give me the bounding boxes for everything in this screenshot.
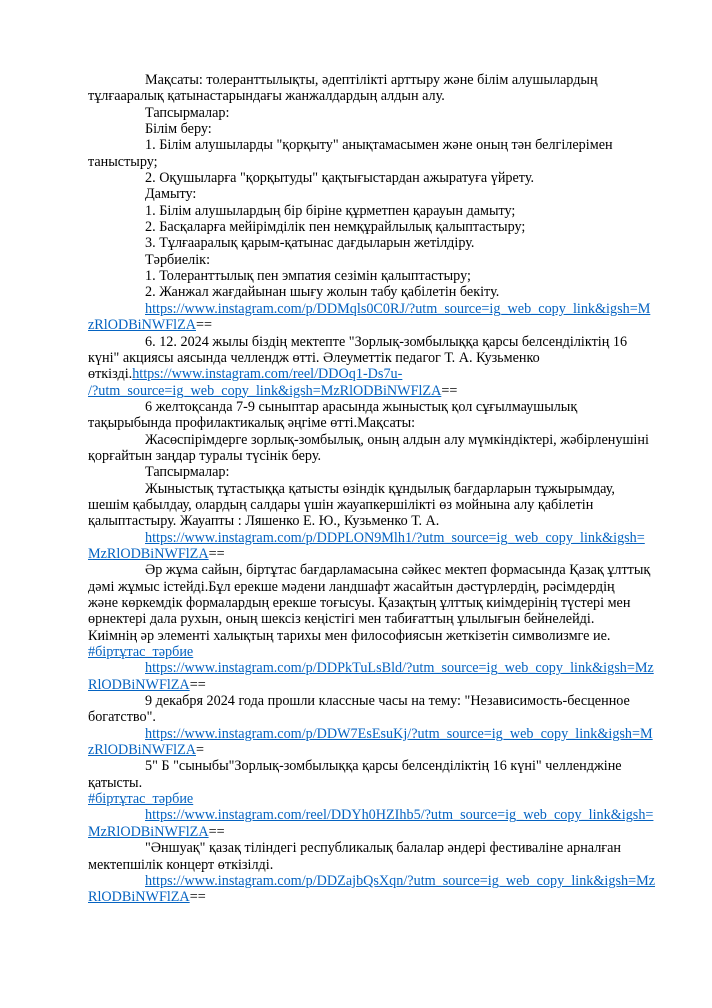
instagram-link[interactable]: RlODBiNWFlZA [88, 676, 190, 693]
text-fragment: == [195, 317, 212, 334]
text-fragment: == [441, 382, 458, 399]
text-line: 2. Оқушыларға "қорқытуды" қақтығыстардан ажыратуға үйрету. [145, 170, 535, 187]
instagram-link[interactable]: https://www.instagram.com/p/DDW7EsEsuKj/?utm_source=ig_web_copy_link&igsh=M [145, 725, 653, 742]
instagram-link[interactable]: MzRlODBiNWFlZA [88, 823, 209, 840]
text-line: шешім қабылдау, олардың салдары үшін жауапкершілікті өз мойнына алу қабілетін [88, 496, 594, 513]
text-line [88, 366, 678, 382]
text-line [88, 317, 678, 333]
text-line: Жыныстық тұтастыққа қатысты өзіндік құндылық бағдарларын тұжырымдау, [145, 480, 615, 497]
text-line: дәмі жұмыс істейді.Бұл ерекше мәдени ландшафт жасайтын дәстүрлердің, рәсімдердің [88, 578, 615, 595]
text-line: және көркемдік формалардың ерекше тоғысуы. Қазақтың ұлттық киімдерінің түстері мен [88, 595, 631, 611]
hashtag-link[interactable]: #біртұтас_тәрбие [88, 644, 194, 661]
instagram-link[interactable]: /?utm_source=ig_web_copy_link&igsh=MzRlODBiNWFlZA [88, 382, 442, 399]
text-line: 1. Білім алушыларды "қорқыту" анықтамасымен және оның тән белгілерімен [145, 137, 613, 154]
text-line: мектепшілік концерт өткізілді. [88, 856, 274, 873]
text-fragment: өткізді. [88, 366, 133, 383]
instagram-link[interactable]: https://www.instagram.com/reel/DDOq1-Ds7u- [132, 366, 403, 383]
instagram-link[interactable]: https://www.instagram.com/p/DDPkTuLsBld/?utm_source=ig_web_copy_link&igsh=Mz [145, 660, 654, 677]
text-line: таныстыру; [88, 153, 158, 170]
text-line: 6 желтоқсанда 7-9 сыныптар арасында жыныстық қол сұғылмаушылық [145, 398, 578, 415]
text-line: 5" Б "сыныбы"Зорлық-зомбылыққа қарсы белсенділіктің 16 күні" челленджіне [145, 758, 622, 775]
instagram-link[interactable]: MzRlODBiNWFlZA [88, 545, 209, 562]
text-line: Тапсырмалар: [145, 464, 230, 481]
text-line [88, 644, 678, 660]
text-line [88, 677, 678, 693]
text-line [88, 726, 678, 742]
text-line: 3. Тұлғааралық қарым-қатынас дағдыларын жетілдіру. [145, 235, 475, 252]
text-line: Киімнің әр элементі халықтың тарихы мен философиясын жеткізетін символизмге ие. [88, 627, 611, 644]
text-line: 6. 12. 2024 жылы біздің мектепте "Зорлық-зомбылыққа қарсы белсенділіктің 16 [145, 333, 628, 350]
text-line [88, 383, 678, 399]
text-line [88, 807, 678, 823]
text-line: күні" акциясы аясында челлендж өтті. Әлеуметтік педагог Т. А. Кузьменко [88, 349, 540, 366]
text-line: 2. Басқаларға мейірімділік пен немқұрайлылық қалыптастыру; [145, 219, 526, 236]
text-line: тұлғааралық қатынастарындағы жанжалдардың алдын алу. [88, 88, 445, 105]
instagram-link[interactable]: zRlODBiNWFlZA [88, 317, 196, 334]
text-line [88, 546, 678, 562]
text-line: 9 декабря 2024 года прошли классные часы на тему: "Независимость-бесценное [145, 693, 630, 710]
text-line: қорғайтын заңдар туралы түсінік беру. [88, 447, 322, 464]
text-line: Білім беру: [145, 121, 212, 138]
text-line: 1. Білім алушылардың бір біріне құрметпен қарауын дамыту; [145, 202, 516, 219]
instagram-link[interactable]: https://www.instagram.com/p/DDZajbQsXqn/?utm_source=ig_web_copy_link&igsh=Mz [145, 872, 656, 889]
text-line [88, 660, 678, 676]
instagram-link[interactable]: zRlODBiNWFlZA [88, 742, 196, 759]
text-fragment: == [189, 889, 206, 906]
instagram-link[interactable]: https://www.instagram.com/p/DDPLON9Mlh1/?utm_source=ig_web_copy_link&igsh= [145, 529, 645, 546]
instagram-link[interactable]: https://www.instagram.com/p/DDMqls0C0RJ/?utm_source=ig_web_copy_link&igsh=M [145, 300, 651, 317]
text-fragment: == [189, 676, 206, 693]
text-fragment: == [208, 545, 225, 562]
text-line [88, 889, 678, 905]
text-line: "Әншуақ" қазақ тіліндегі республикалық балалар әндері фестиваліне арналған [145, 840, 621, 857]
text-line: 1. Толеранттылық пен эмпатия сезімін қалыптастыру; [145, 268, 471, 285]
text-line [88, 742, 678, 758]
text-line [88, 873, 678, 889]
text-fragment: = [195, 742, 204, 759]
text-line: Мақсаты: толеранттылықты, әдептілікті арттыру және білім алушылардың [145, 72, 598, 88]
text-line: қалыптастыру. Жауапты : Ляшенко Е. Ю., Кузьменко Т. А. [88, 513, 440, 530]
text-line: өрнектері дала рухын, оның шексіз кеңістігі мен табиғаттың ұлылығын бейнелейді. [88, 611, 595, 628]
text-line [88, 824, 678, 840]
instagram-link[interactable]: https://www.instagram.com/reel/DDYh0HZIhb5/?utm_source=ig_web_copy_link&igsh= [145, 807, 654, 824]
text-line: Жасөспірімдерге зорлық-зомбылық, оның алдын алу мүмкіндіктері, жәбірленушіні [145, 431, 649, 448]
text-line: Әр жұма сайын, біртұтас бағдарламасына сәйкес мектеп формасында Қазақ ұлттық [145, 562, 651, 579]
text-line: Дамыту: [145, 186, 197, 203]
text-line: 2. Жанжал жағдайынан шығу жолын табу қабілетін бекіту. [145, 284, 500, 301]
text-line [88, 530, 678, 546]
instagram-link[interactable]: RlODBiNWFlZA [88, 889, 190, 906]
text-line: Тәрбиелік: [145, 251, 211, 268]
text-line [88, 301, 678, 317]
text-line: Тапсырмалар: [145, 104, 230, 121]
text-fragment: == [208, 823, 225, 840]
text-line: қатысты. [88, 774, 143, 791]
text-line: богатство". [88, 709, 156, 726]
hashtag-link[interactable]: #біртұтас_тәрбие [88, 791, 194, 808]
document-body [88, 72, 678, 906]
text-line [88, 791, 678, 807]
text-line: тақырыбында профилактикалық әңгіме өтті.Мақсаты: [88, 415, 416, 432]
